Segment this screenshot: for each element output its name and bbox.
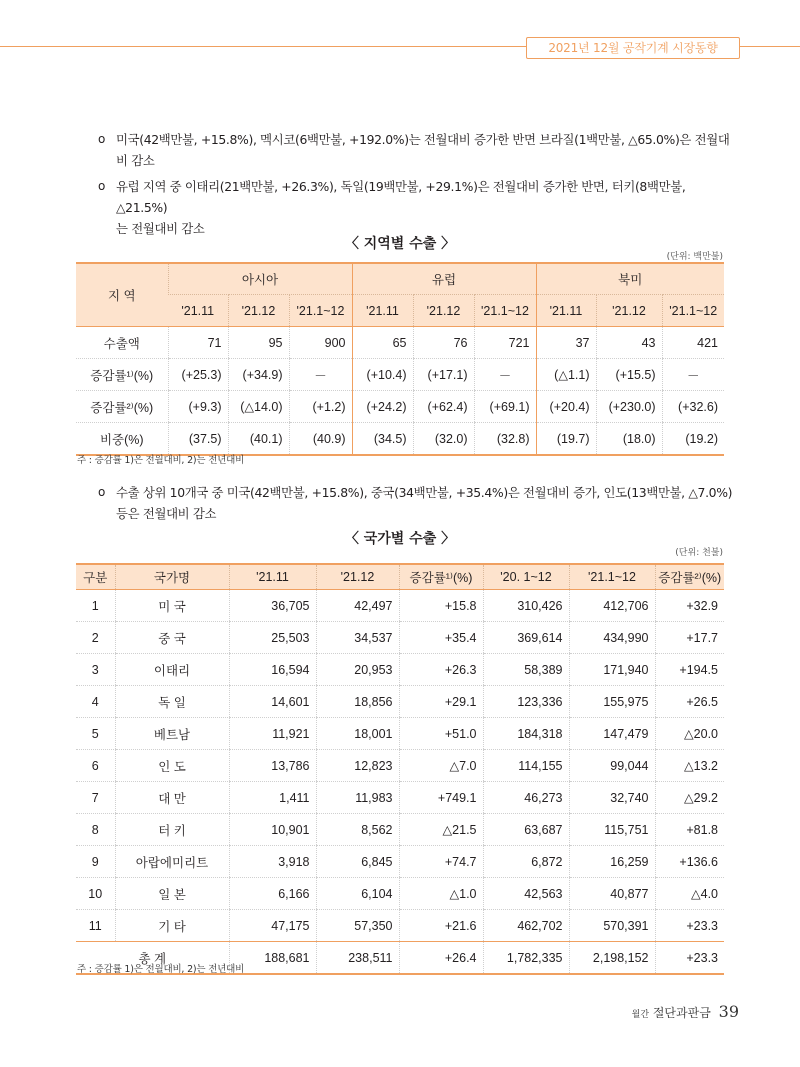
table-cell: 1 — [76, 590, 115, 622]
column-header: 국가명 — [115, 564, 229, 590]
table-row — [76, 622, 724, 654]
table-cell: 76 — [413, 327, 474, 359]
table-cell: (+20.4) — [536, 391, 596, 423]
magazine-prefix: 월간 — [631, 1010, 650, 1020]
period-header: '21.1~12 — [662, 295, 724, 327]
table-cell: (+17.1) — [413, 359, 474, 391]
country-name: 아랍에미리트 — [115, 846, 229, 878]
paragraph-line: 비 감소 — [116, 153, 155, 168]
table-cell: 18,856 — [316, 686, 399, 718]
region-header: 지 역 — [76, 263, 168, 327]
table-cell: (32.0) — [413, 423, 474, 456]
table-cell: +32.9 — [655, 590, 724, 622]
table-cell: (△14.0) — [228, 391, 289, 423]
table-row — [76, 718, 724, 750]
table-cell: 2,198,152 — [569, 942, 655, 975]
table-cell: +35.4 — [399, 622, 483, 654]
table-cell: +136.6 — [655, 846, 724, 878]
period-header: '21.1~12 — [289, 295, 352, 327]
period-header: '21.12 — [228, 295, 289, 327]
table-cell: 63,687 — [483, 814, 569, 846]
table-cell: 114,155 — [483, 750, 569, 782]
country-name: 인 도 — [115, 750, 229, 782]
table-cell: 6,872 — [483, 846, 569, 878]
table-cell: +81.8 — [655, 814, 724, 846]
bullet-icon: o — [98, 485, 105, 499]
bullet-icon: o — [98, 179, 105, 193]
country-name: 중 국 — [115, 622, 229, 654]
table-cell: 5 — [76, 718, 115, 750]
table-cell: 36,705 — [229, 590, 316, 622]
table-cell: 99,044 — [569, 750, 655, 782]
table-cell: (40.1) — [228, 423, 289, 456]
table-cell: 10,901 — [229, 814, 316, 846]
table-cell: 12,823 — [316, 750, 399, 782]
period-header: '21.12 — [413, 295, 474, 327]
country-export-table — [76, 563, 724, 975]
period-header: '21.11 — [352, 295, 413, 327]
table-cell: +23.3 — [655, 910, 724, 942]
table-cell: 42,497 — [316, 590, 399, 622]
table-cell: 71 — [168, 327, 228, 359]
table-cell: △21.5 — [399, 814, 483, 846]
table-cell: 11,983 — [316, 782, 399, 814]
table-row — [76, 391, 724, 423]
table-cell: (40.9) — [289, 423, 352, 456]
table-row — [76, 878, 724, 910]
period-header: '21.11 — [168, 295, 228, 327]
table-cell: (32.8) — [474, 423, 536, 456]
table-cell: (19.2) — [662, 423, 724, 456]
table-cell: 434,990 — [569, 622, 655, 654]
table-cell: △13.2 — [655, 750, 724, 782]
table-cell: 46,273 — [483, 782, 569, 814]
group-header-asia: 아시아 — [168, 263, 352, 295]
bullet-icon: o — [98, 132, 105, 146]
table-cell: △20.0 — [655, 718, 724, 750]
table-cell: +51.0 — [399, 718, 483, 750]
page-footer — [632, 1002, 739, 1021]
table-row — [76, 654, 724, 686]
table-cell: 6 — [76, 750, 115, 782]
table-row — [76, 846, 724, 878]
table-cell: 42,563 — [483, 878, 569, 910]
country-name: 대 만 — [115, 782, 229, 814]
table-cell: 369,614 — [483, 622, 569, 654]
table-cell: 184,318 — [483, 718, 569, 750]
table-cell: +17.7 — [655, 622, 724, 654]
table-cell: 421 — [662, 327, 724, 359]
header-title: 2021년 12월 공작기계 시장동향 — [526, 37, 740, 59]
page-number: 39 — [718, 1002, 739, 1021]
table-cell: 32,740 — [569, 782, 655, 814]
table1-title: 〈 지역별 수출 〉 — [344, 236, 456, 252]
table-cell: 155,975 — [569, 686, 655, 718]
table-cell: (34.5) — [352, 423, 413, 456]
table-cell: 8,562 — [316, 814, 399, 846]
table-cell: +21.6 — [399, 910, 483, 942]
table-cell: +26.3 — [399, 654, 483, 686]
paragraph-line: 등은 전월대비 감소 — [116, 506, 217, 521]
table-cell: 6,104 — [316, 878, 399, 910]
table-cell: (+62.4) — [413, 391, 474, 423]
table-cell: (+230.0) — [596, 391, 662, 423]
table-cell: 8 — [76, 814, 115, 846]
table-cell: (+34.9) — [228, 359, 289, 391]
table-cell: 57,350 — [316, 910, 399, 942]
row-label: 증감률¹⁾(%) — [76, 359, 168, 391]
table-cell: △29.2 — [655, 782, 724, 814]
paragraph-line: 수출 상위 10개국 중 미국(42백만불, +15.8%), 중국(34백만불, +35.4%)은 전월대비 증가, 인도(13백만불, △7.0%) — [116, 485, 733, 500]
table-cell: 147,479 — [569, 718, 655, 750]
period-header: '21.11 — [536, 295, 596, 327]
table-cell: 20,953 — [316, 654, 399, 686]
table-cell: － — [289, 359, 352, 391]
table-row — [76, 590, 724, 622]
country-name: 독 일 — [115, 686, 229, 718]
column-header: '20. 1~12 — [483, 564, 569, 590]
table-cell: +26.5 — [655, 686, 724, 718]
table-cell: 11,921 — [229, 718, 316, 750]
row-label: 증감률²⁾(%) — [76, 391, 168, 423]
table-cell: +26.4 — [399, 942, 483, 975]
table-row — [76, 686, 724, 718]
table-cell: (37.5) — [168, 423, 228, 456]
table-cell: 40,877 — [569, 878, 655, 910]
group-header-europe: 유럽 — [352, 263, 536, 295]
table-cell: 65 — [352, 327, 413, 359]
group-header-north-america: 북미 — [536, 263, 724, 295]
table-row — [76, 327, 724, 359]
column-header: 증감률²⁾(%) — [655, 564, 724, 590]
table-cell: (18.0) — [596, 423, 662, 456]
table-cell: 47,175 — [229, 910, 316, 942]
table-cell: (+32.6) — [662, 391, 724, 423]
table-cell: +74.7 — [399, 846, 483, 878]
magazine-name: 절단과판금 — [652, 1006, 711, 1020]
table-cell: 412,706 — [569, 590, 655, 622]
column-header: 구분 — [76, 564, 115, 590]
table-cell: 37 — [536, 327, 596, 359]
table-cell: +15.8 — [399, 590, 483, 622]
table-cell: 188,681 — [229, 942, 316, 975]
table-cell: +194.5 — [655, 654, 724, 686]
table-cell: 171,940 — [569, 654, 655, 686]
row-label: 비중(%) — [76, 423, 168, 456]
table-cell: 14,601 — [229, 686, 316, 718]
column-header: '21.12 — [316, 564, 399, 590]
table-cell: 9 — [76, 846, 115, 878]
table-row — [76, 423, 724, 456]
paragraph-2 — [98, 176, 736, 239]
paragraph-line: 유럽 지역 중 이태리(21백만불, +26.3%), 독일(19백만불, +29.1%)은 전월대비 증가한 반면, 터키(8백만불, △21.5%) — [116, 179, 686, 215]
table-cell: (19.7) — [536, 423, 596, 456]
table-cell: 238,511 — [316, 942, 399, 975]
table2-title: 〈 국가별 수출 〉 — [344, 531, 456, 547]
table-row — [76, 910, 724, 942]
table-cell: 13,786 — [229, 750, 316, 782]
table-cell: +749.1 — [399, 782, 483, 814]
table-cell: 4 — [76, 686, 115, 718]
table-cell: (+15.5) — [596, 359, 662, 391]
table-cell: 7 — [76, 782, 115, 814]
period-header: '21.1~12 — [474, 295, 536, 327]
table-cell: △7.0 — [399, 750, 483, 782]
table-cell: 25,503 — [229, 622, 316, 654]
table-cell: 115,751 — [569, 814, 655, 846]
country-name: 일 본 — [115, 878, 229, 910]
period-header: '21.12 — [596, 295, 662, 327]
table-cell: 462,702 — [483, 910, 569, 942]
table-cell: (+10.4) — [352, 359, 413, 391]
country-name: 미 국 — [115, 590, 229, 622]
table-cell: 721 — [474, 327, 536, 359]
table-cell: 18,001 — [316, 718, 399, 750]
table-cell: △4.0 — [655, 878, 724, 910]
table-cell: 58,389 — [483, 654, 569, 686]
table-cell: (+1.2) — [289, 391, 352, 423]
row-label: 수출액 — [76, 327, 168, 359]
table-cell: 1,411 — [229, 782, 316, 814]
table-row — [76, 359, 724, 391]
table-cell: +29.1 — [399, 686, 483, 718]
table-cell: 16,594 — [229, 654, 316, 686]
paragraph-line: 는 전월대비 감소 — [116, 221, 205, 236]
table-cell: 123,336 — [483, 686, 569, 718]
table-cell: 1,782,335 — [483, 942, 569, 975]
table-cell: (+25.3) — [168, 359, 228, 391]
total-label: 총 계 — [76, 942, 229, 975]
table-cell: 16,259 — [569, 846, 655, 878]
table-cell: － — [662, 359, 724, 391]
column-header: '21.1~12 — [569, 564, 655, 590]
table-cell: +23.3 — [655, 942, 724, 975]
table-cell: 3,918 — [229, 846, 316, 878]
table-row — [76, 814, 724, 846]
table-cell: 6,166 — [229, 878, 316, 910]
table-cell: 95 — [228, 327, 289, 359]
table-cell: 2 — [76, 622, 115, 654]
regional-export-table — [76, 262, 724, 456]
table-cell: 34,537 — [316, 622, 399, 654]
country-name: 터 키 — [115, 814, 229, 846]
country-name: 이태리 — [115, 654, 229, 686]
country-name: 기 타 — [115, 910, 229, 942]
column-header: 증감률¹⁾(%) — [399, 564, 483, 590]
table-cell: (+69.1) — [474, 391, 536, 423]
table-row — [76, 750, 724, 782]
column-header: '21.11 — [229, 564, 316, 590]
table-cell: 900 — [289, 327, 352, 359]
table-row — [76, 782, 724, 814]
table2-note: 주 : 증감률 1)은 전월대비, 2)는 전년대비 — [77, 964, 245, 975]
table-cell: (+9.3) — [168, 391, 228, 423]
paragraph-3 — [98, 482, 736, 524]
country-name: 베트남 — [115, 718, 229, 750]
table2-unit: (단위: 천불) — [675, 548, 723, 558]
table-cell: 43 — [596, 327, 662, 359]
table-cell: 6,845 — [316, 846, 399, 878]
table-cell: 3 — [76, 654, 115, 686]
table-cell: (+24.2) — [352, 391, 413, 423]
table-cell: 310,426 — [483, 590, 569, 622]
table-cell: △1.0 — [399, 878, 483, 910]
table-cell: 570,391 — [569, 910, 655, 942]
paragraph-1 — [98, 129, 736, 171]
table-cell: (△1.1) — [536, 359, 596, 391]
table-cell: 11 — [88, 918, 102, 933]
table-cell: － — [474, 359, 536, 391]
paragraph-line: 미국(42백만불, +15.8%), 멕시코(6백만불, +192.0%)는 전월대비 증가한 반면 브라질(1백만불, △65.0%)은 전월대 — [116, 132, 730, 147]
table-cell: 10 — [76, 878, 115, 910]
table1-unit: (단위: 백만불) — [666, 252, 723, 262]
table1-note: 주 : 증감률 1)은 전월대비, 2)는 전년대비 — [77, 455, 245, 466]
